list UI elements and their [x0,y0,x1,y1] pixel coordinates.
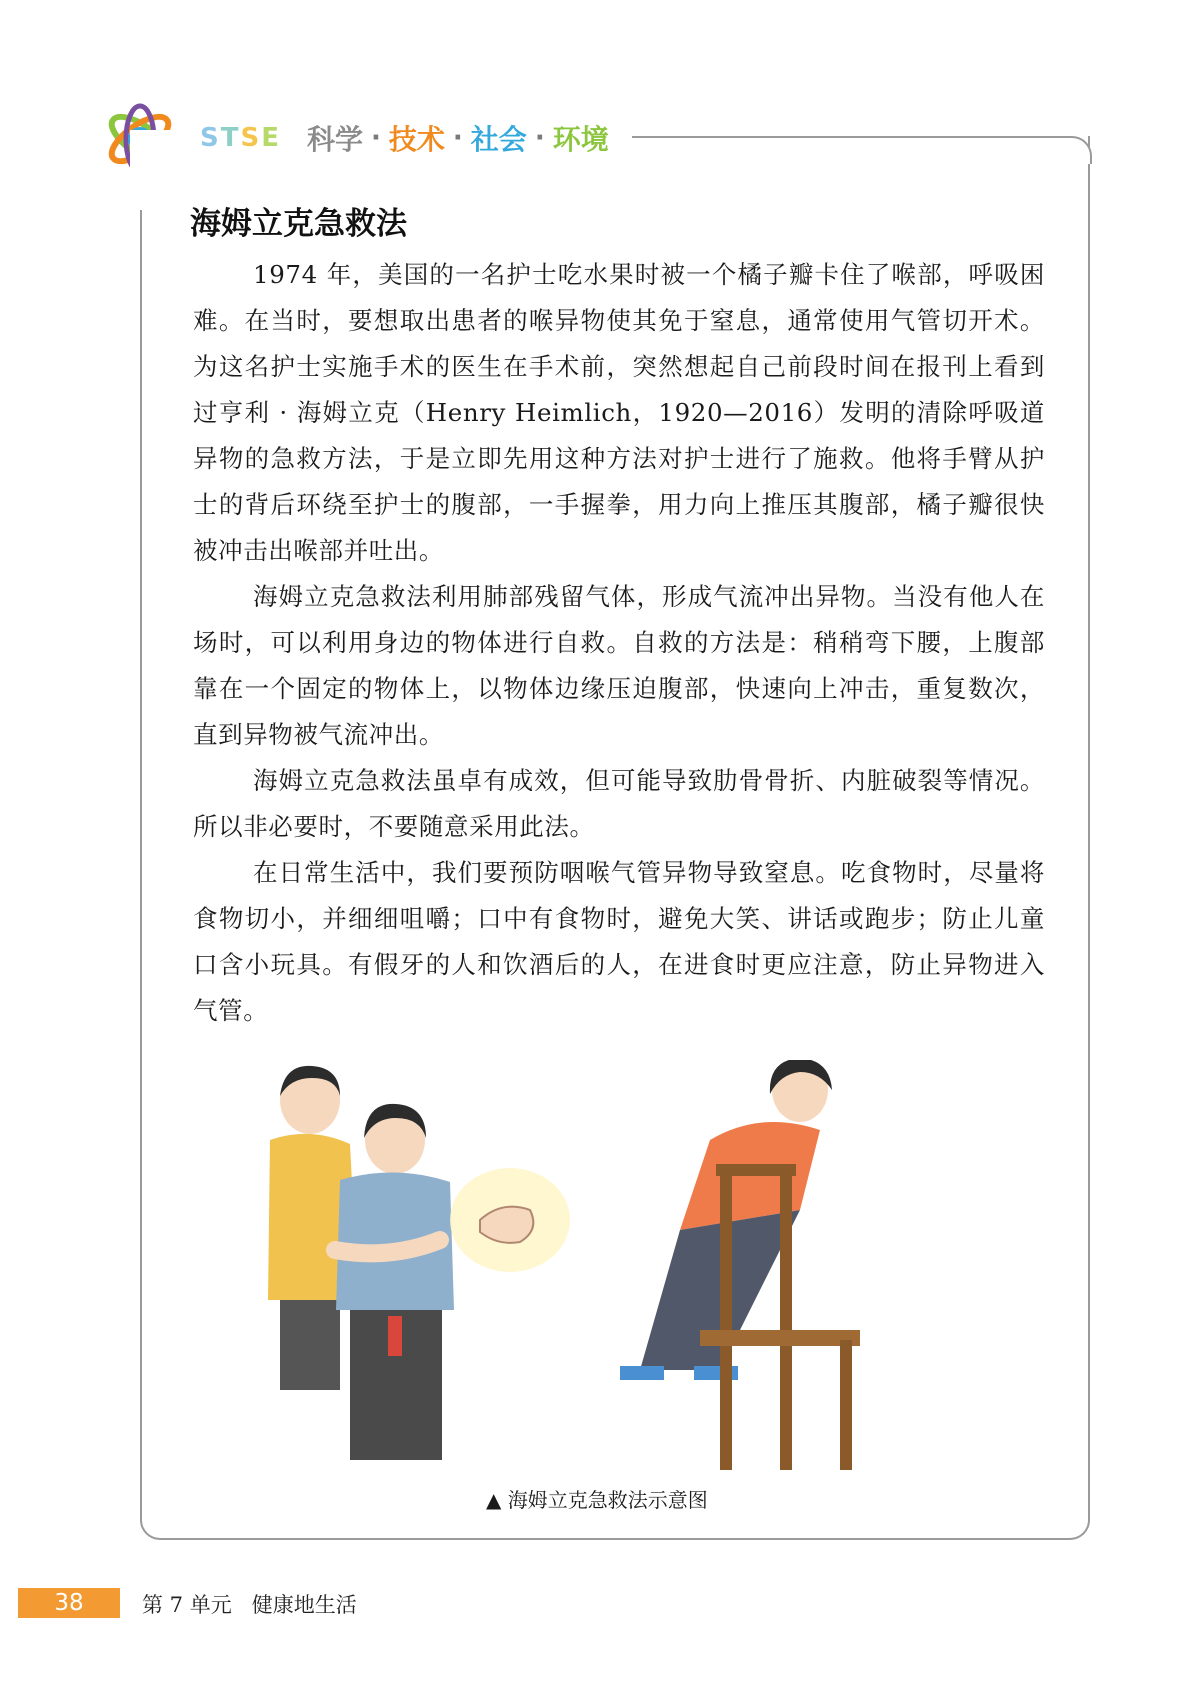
victim-figure [335,1104,454,1460]
heimlich-illustration [240,1060,940,1480]
separator-dot: · [371,123,381,153]
topic-technology: 技术 [388,123,445,156]
frame-top-rule [632,136,1072,138]
page-number: 38 [54,1590,84,1616]
paragraph: 1974 年，美国的一名护士吃水果时被一个橘子瓣卡住了喉部，呼吸困难。在当时，要想取出患者的喉异物使其免于窒息，通常使用气管切开术。为这名护士实施手术的医生在手术前，突然想起自己前段时间在报刊上看到过亨利 · 海姆立克（Henry Heimlich，1920—2016）发明的清除呼吸道异物的急救方法，于是立即先用这种方法对护士进行了施救。他将手臂从护士的背后环绕至护士的腹部，一手握拳，用力向上推压其腹部，橘子瓣很快被冲击出喉部并吐出。 [193,260,1045,565]
unit-label: 第 7 单元 健康地生活 [142,1593,357,1617]
article-body [193,252,1045,1034]
topic-society: 社会 [470,123,527,156]
topic-environment: 环境 [552,123,609,156]
separator-dot: · [452,123,463,153]
paragraph: 海姆立克急救法虽卓有成效，但可能导致肋骨骨折、内脏破裂等情况。所以非必要时，不要随意采用此法。 [193,766,1045,841]
stse-label: STSE [200,123,281,153]
paragraph: 在日常生活中，我们要预防咽喉气管异物导致窒息。吃食物时，尽量将食物切小，并细细咀嚼；口中有食物时，避免大笑、讲话或跑步；防止儿童口含小玩具。有假牙的人和饮酒后的人，在进食时更应注意，防止异物进入气管。 [193,858,1045,1025]
fist-detail-inset [450,1168,570,1272]
figure-caption: ▲ 海姆立克急救法示意图 [486,1488,708,1512]
paragraph: 海姆立克急救法利用肺部残留气体，形成气流冲出异物。当没有他人在场时，可以利用身边的物体进行自救。自救的方法是：稍稍弯下腰，上腹部靠在一个固定的物体上，以物体边缘压迫腹部，快速向上冲击，重复数次，直到异物被气流冲出。 [193,582,1045,749]
article-title: 海姆立克急救法 [190,206,407,242]
stse-header [200,118,609,158]
separator-dot: · [534,123,545,153]
topic-science: 科学 [306,123,363,156]
chair-icon [700,1164,860,1470]
